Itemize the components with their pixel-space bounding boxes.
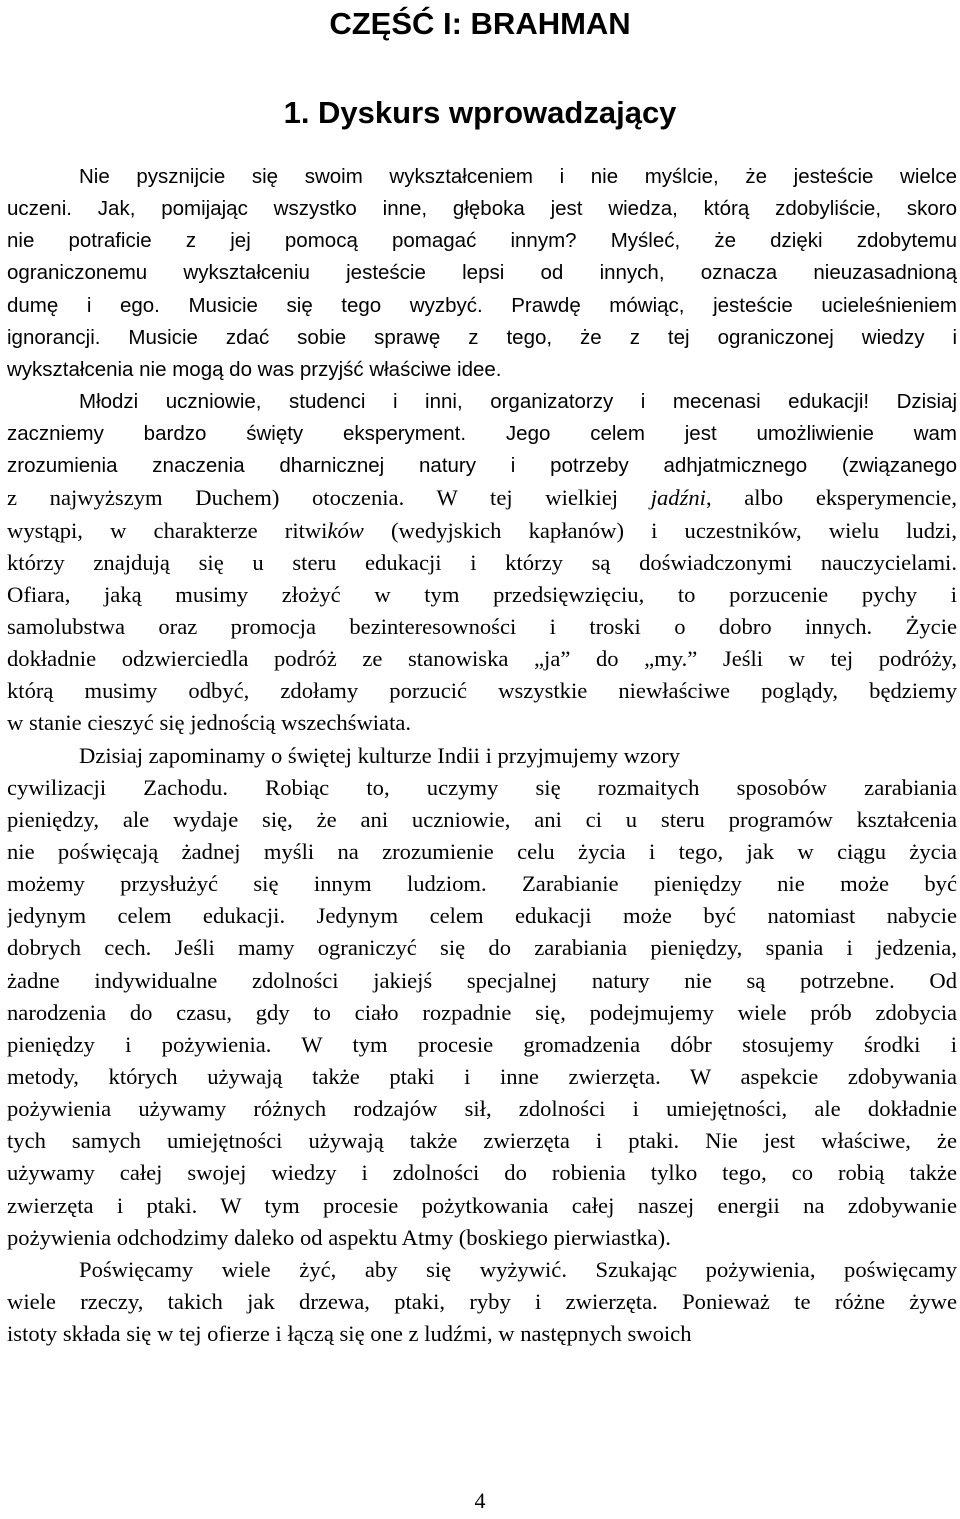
text-run: zrozumienia znaczenia dharnicznej natury i potrzeby adhjatmicznego (związanego (7, 454, 957, 478)
text-line (7, 579, 957, 611)
text-run: zaczniemy bardzo święty eksperyment. Jego celem jest umożliwienie wam (7, 422, 957, 446)
text-line (7, 225, 957, 257)
text-run: dobrych cech. Jeśli mamy ograniczyć się do zarabiania pieniędzy, spania i jedzenia, (7, 935, 957, 961)
text-run: Młodzi uczniowie, studenci i inni, organizatorzy i mecenasi edukacji! Dzisiaj (79, 389, 957, 413)
text-run: zwierzęta i ptaki. W tym procesie pożytkowania całej naszej energii na zdobywanie (7, 1192, 957, 1218)
text-line (7, 322, 957, 354)
text-run: tych samych umiejętności używają także zwierzęta i ptaki. Nie jest właściwe, że (7, 1128, 957, 1154)
text-run: dokładnie odzwierciedla podróż ze stanowiska „ja” do „my.” Jeśli w tej podróży, (7, 646, 957, 672)
text-run: narodzenia do czasu, gdy to ciało rozpadnie się, podejmujemy wiele prób zdobycia (7, 999, 957, 1025)
text-line (7, 932, 957, 964)
text-line (7, 193, 957, 225)
text-line (7, 868, 957, 900)
text-line (7, 1286, 957, 1318)
text-run: możemy przysłużyć się innym ludziom. Zarabianie pieniędzy nie może być (7, 871, 957, 897)
text-run: Ofiara, jaką musimy złożyć w tym przedsięwzięciu, to porzucenie pychy i (7, 581, 957, 607)
text-line (7, 257, 957, 289)
text-line (7, 611, 957, 643)
text-run: z najwyższym Duchem) otoczenia. W tej wielkiej (7, 485, 651, 511)
text-line (7, 836, 957, 868)
text-run: wykształcenia nie mogą do was przyjść właściwe idee. (7, 357, 502, 381)
chapter-title: 1. Dyskurs wprowadzający (283, 95, 677, 130)
text-line (7, 515, 957, 547)
text-run: dumę i ego. Musicie się tego wyzbyć. Prawdę mówiąc, jesteście ucieleśnieniem (7, 293, 957, 317)
text-line (7, 1029, 957, 1061)
text-run: używamy całej swojej wiedzy i zdolności do robienia tylko tego, co robią także (7, 1160, 957, 1186)
body-text (7, 161, 957, 1350)
text-line (7, 1093, 957, 1125)
part-title: CZĘŚĆ I: BRAHMAN (329, 6, 631, 41)
text-run: nie potraficie z jej pomocą pomagać innym? Myśleć, że dzięki zdobytemu (7, 229, 957, 253)
italic-term: jadźni (650, 485, 706, 511)
text-run: uczeni. Jak, pomijając wszystko inne, głęboka jest wiedza, którą zdobyliście, skoro (7, 197, 957, 221)
text-line (7, 707, 957, 739)
text-line (7, 997, 957, 1029)
text-run: wystąpi, w charakterze ritwi (7, 517, 328, 543)
text-line (7, 965, 957, 997)
text-run: ograniczonemu wykształceniu jesteście lepsi od innych, oznacza nieuzasadnioną (7, 261, 957, 285)
text-line (7, 1318, 957, 1350)
text-run: Nie pysznijcie się swoim wykształceniem i nie myślcie, że jesteście wielce (79, 165, 957, 188)
text-line (7, 450, 957, 482)
text-run: cywilizacji Zachodu. Robiąc to, uczymy się rozmaitych sposobów zarabiania (7, 774, 957, 800)
text-line (7, 1157, 957, 1189)
text-line (7, 804, 957, 836)
text-run: Poświęcamy wiele żyć, aby się wyżywić. Szukając pożywienia, poświęcamy (79, 1256, 957, 1282)
text-line (7, 1222, 957, 1254)
text-run: żadne indywidualne zdolności jakiejś specjalnej natury nie są potrzebne. Od (7, 967, 957, 993)
text-run: wiele rzeczy, takich jak drzewa, ptaki, ryby i zwierzęta. Ponieważ te różne żywe (7, 1288, 957, 1314)
text-run: samolubstwa oraz promocja bezinteresowności i troski o dobro innych. Życie (7, 613, 957, 639)
text-line (7, 900, 957, 932)
text-line (7, 1125, 957, 1157)
text-run: pożywienia używamy różnych rodzajów sił, zdolności i umiejętności, ale dokładnie (7, 1096, 957, 1122)
text-line (7, 675, 957, 707)
text-run: w stanie cieszyć się jednością wszechświata. (7, 710, 412, 736)
text-run: (wedyjskich kapłanów) i uczestników, wielu ludzi, (363, 517, 957, 543)
text-run: jedynym celem edukacji. Jedynym celem edukacji może być natomiast nabycie (7, 903, 957, 929)
text-line (7, 740, 957, 772)
text-line (7, 290, 957, 322)
text-line (7, 354, 957, 386)
text-run: pieniędzy, ale wydaje się, że ani uczniowie, ani ci u steru programów kształcenia (7, 806, 957, 832)
text-line (7, 1190, 957, 1222)
text-line (7, 386, 957, 418)
text-run: którą musimy odbyć, zdołamy porzucić wszystkie niewłaściwe poglądy, będziemy (7, 678, 957, 704)
text-run: pożywienia odchodzimy daleko od aspektu Atmy (boskiego pierwiastka). (7, 1224, 671, 1250)
page-number: 4 (474, 1488, 486, 1513)
text-line (7, 482, 957, 514)
text-run: ignorancji. Musicie zdać sobie sprawę z tego, że z tej ograniczonej wiedzy i (7, 325, 957, 349)
text-run: nie poświęcają żadnej myśli na zrozumienie celu życia i tego, jak w ciągu życia (7, 838, 957, 864)
text-line (7, 547, 957, 579)
text-line (7, 161, 957, 193)
text-line (7, 418, 957, 450)
text-run: pieniędzy i pożywienia. W tym procesie gromadzenia dóbr stosujemy środki i (7, 1031, 957, 1057)
text-run: metody, których używają także ptaki i inne zwierzęta. W aspekcie zdobywania (7, 1063, 957, 1089)
text-run: którzy znajdują się u steru edukacji i którzy są doświadczonymi nauczycielami. (7, 549, 957, 575)
italic-term: ków (327, 517, 364, 543)
text-line (7, 643, 957, 675)
text-line (7, 1061, 957, 1093)
text-run: , albo eksperymencie, (705, 485, 957, 511)
text-line (7, 1254, 957, 1286)
text-run: Dzisiaj zapominamy o świętej kulturze Indii i przyjmujemy wzory (79, 742, 681, 768)
text-run: istoty składa się w tej ofierze i łączą się one z ludźmi, w następnych swoich (7, 1321, 692, 1347)
text-line (7, 772, 957, 804)
